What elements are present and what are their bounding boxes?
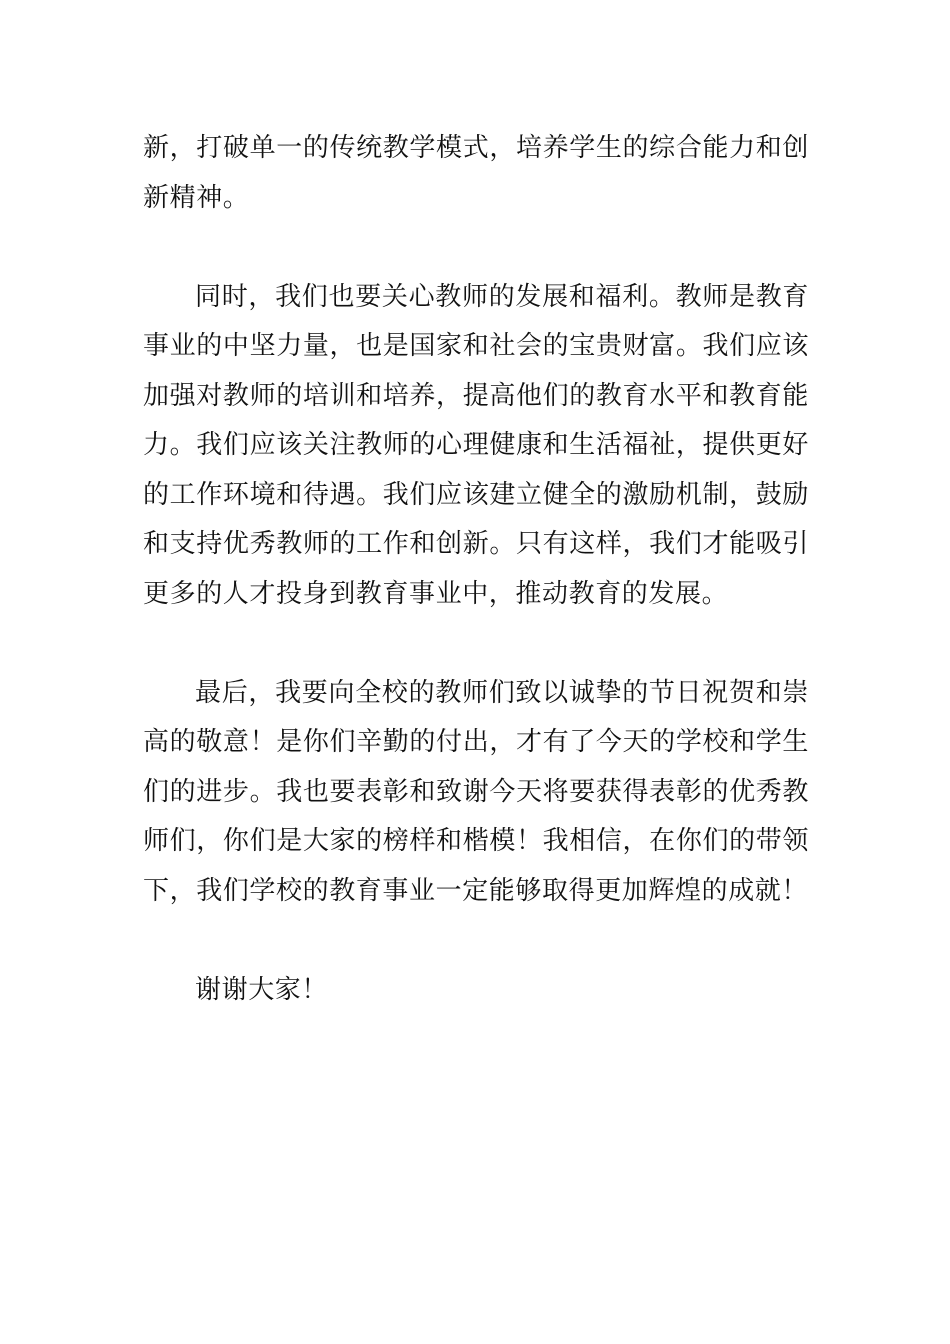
paragraph-spacer [143,619,809,669]
document-body [143,124,809,1015]
paragraph-thanks: 谢谢大家！ [195,974,329,1005]
paragraph-spacer [143,223,809,273]
paragraph-spacer [143,916,809,966]
paragraph-continuation: 新，打破单一的传统教学模式，培养学生的综合能力和创新精神。 [143,133,809,213]
paragraph-teacher-welfare: 同时，我们也要关心教师的发展和福利。教师是教育事业的中坚力量，也是国家和社会的宝贵财富。我们应该加强对教师的培训和培养，提高他们的教育水平和教育能力。我们应该关注教师的心理健康和生活福祉，提供更好的工作环境和待遇。我们应该建立健全的激励机制，鼓励和支持优秀教师的工作和创新。只有这样，我们才能吸引更多的人才投身到教育事业中，推动教育的发展。 [143,281,809,609]
paragraph-closing-tribute: 最后，我要向全校的教师们致以诚挚的节日祝贺和崇高的敬意！是你们辛勤的付出，才有了今天的学校和学生们的进步。我也要表彰和致谢今天将要获得表彰的优秀教师们，你们是大家的榜样和楷模！我相信，在你们的带领下，我们学校的教育事业一定能够取得更加辉煌的成就！ [143,677,809,906]
